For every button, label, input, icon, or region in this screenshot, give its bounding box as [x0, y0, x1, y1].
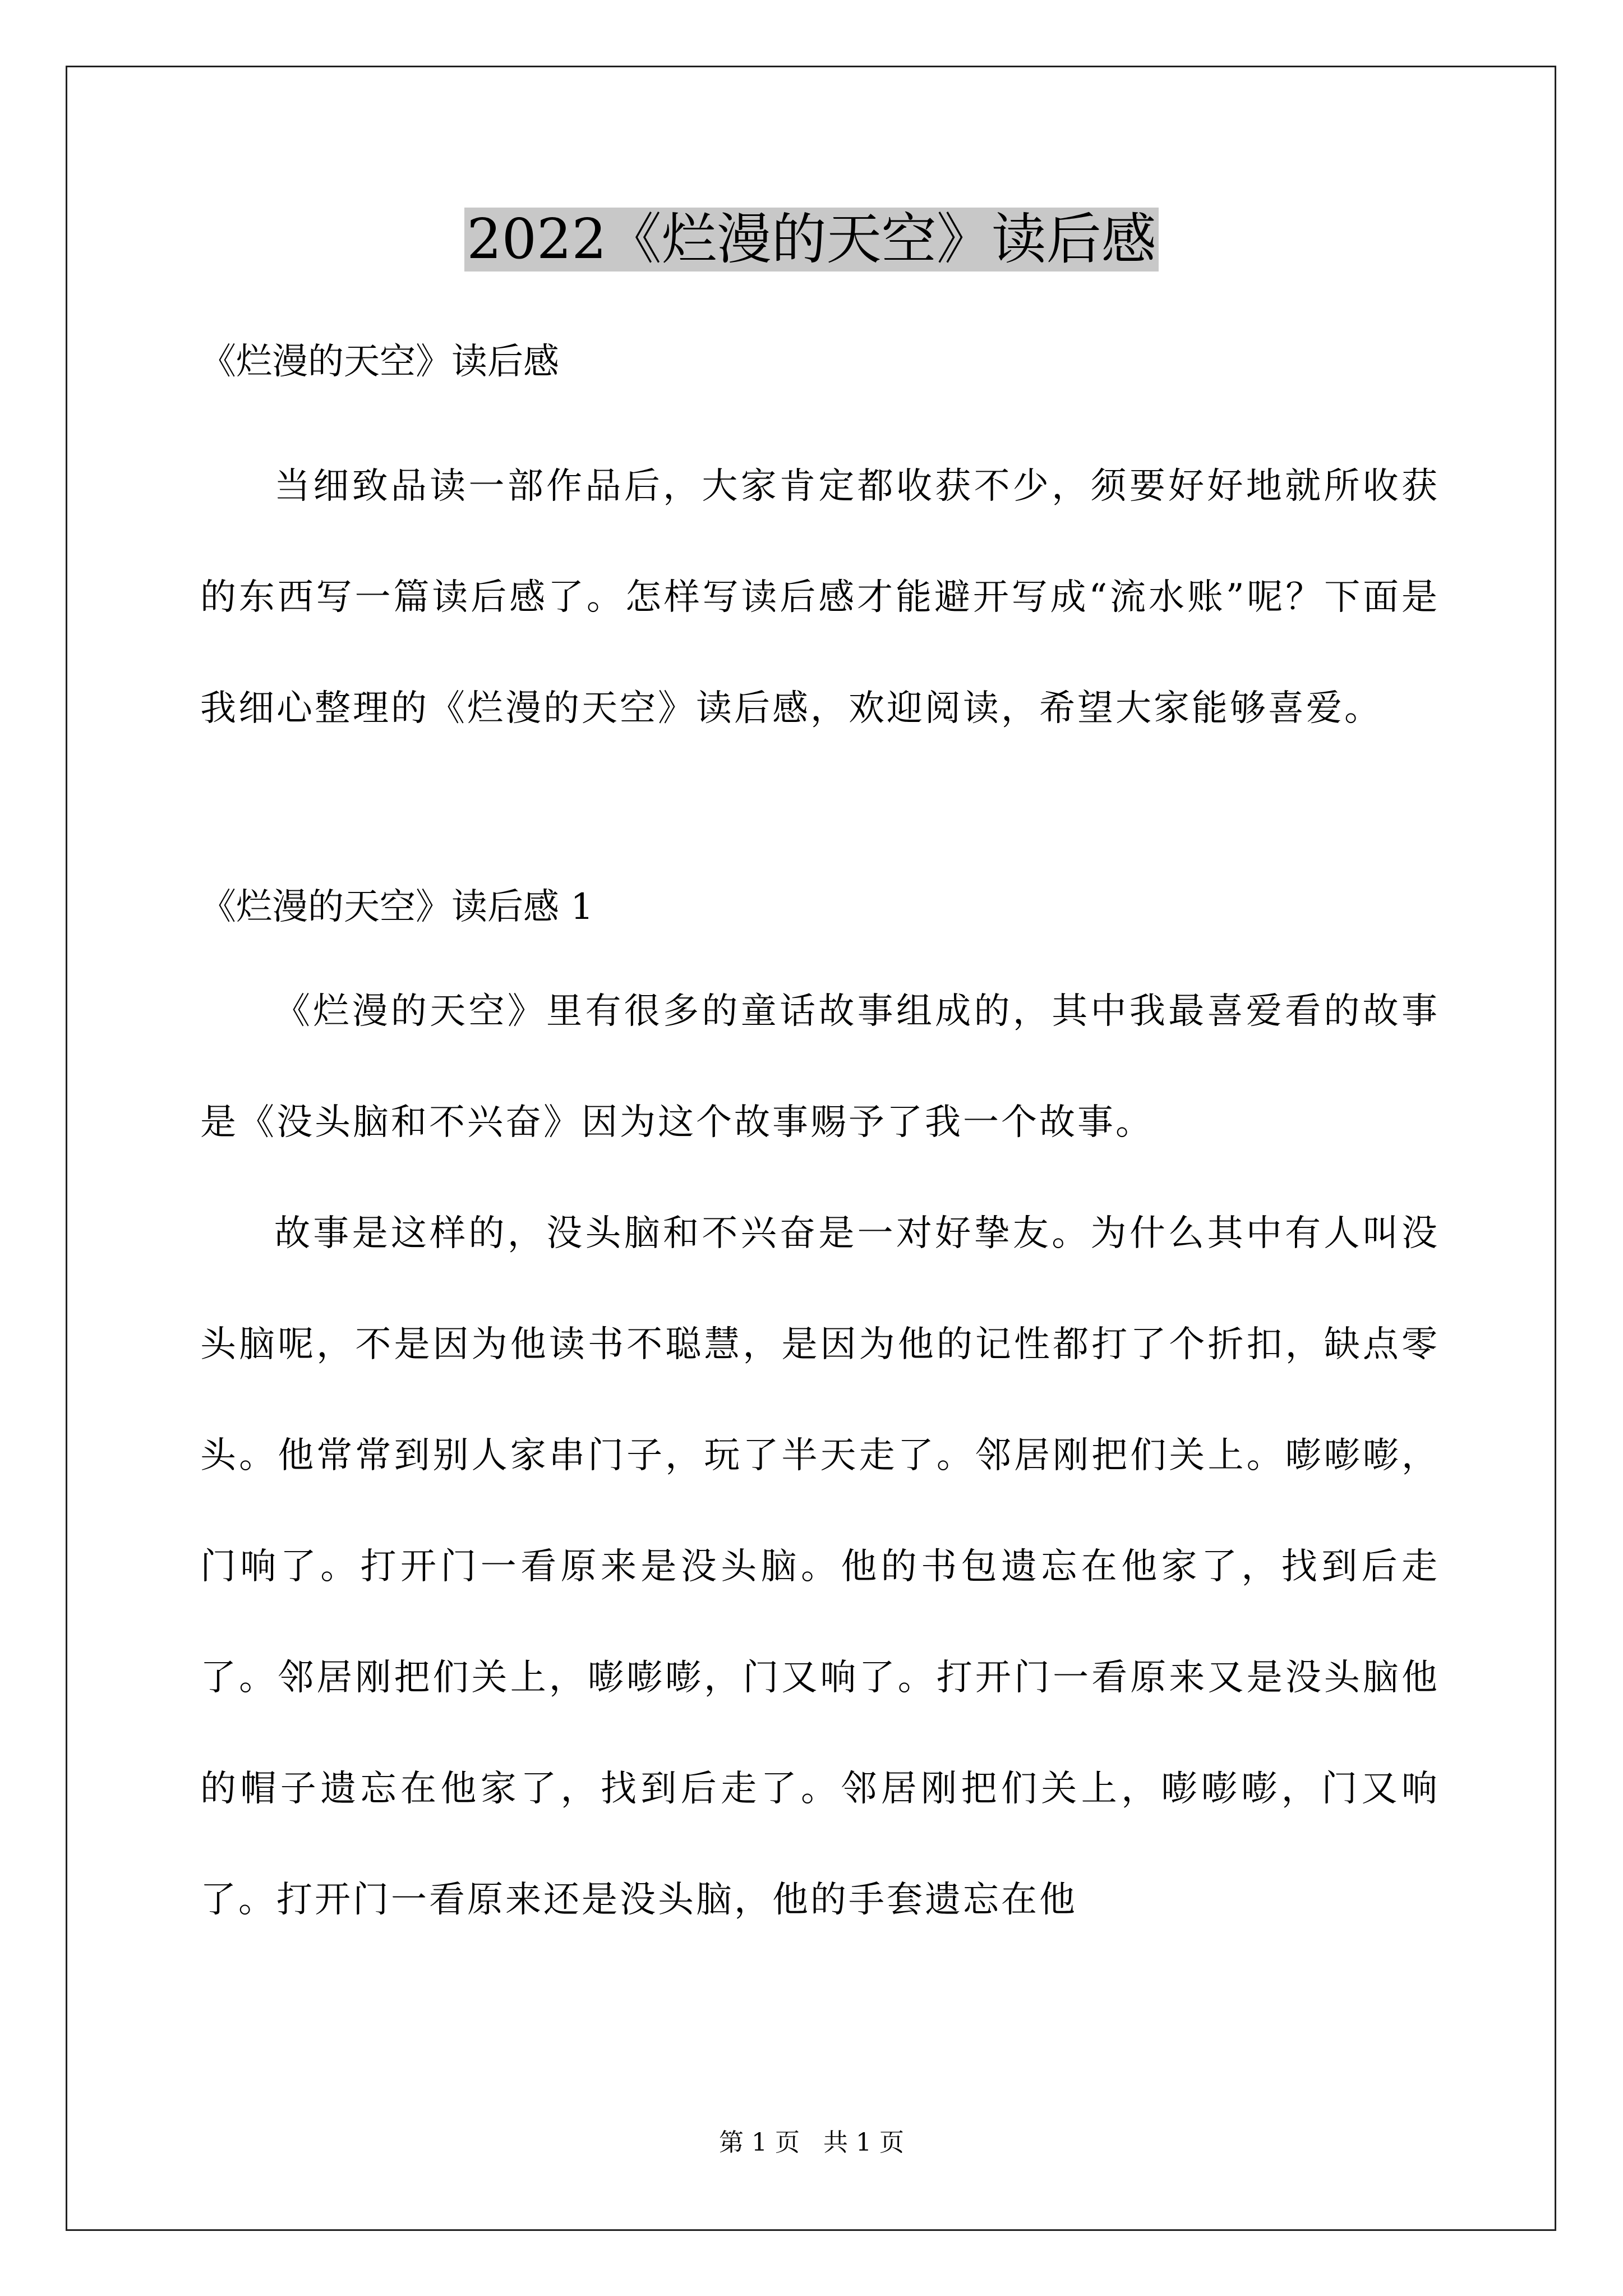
document-title	[0, 203, 1623, 276]
section-heading: 《烂漫的天空》读后感 1	[200, 886, 594, 928]
intro-heading: 《烂漫的天空》读后感	[200, 341, 559, 383]
intro-paragraph: 当细致品读一部作品后，大家肯定都收获不少，须要好好地就所收获的东西写一篇读后感了。怎样写读后感才能避开写成“流水账”呢？下面是我细心整理的《烂漫的天空》读后感，欢迎阅读，希望大家能够喜爱。	[200, 466, 1440, 729]
document-title-text: 2022《烂漫的天空》读后感	[464, 208, 1158, 272]
document-body	[200, 337, 1440, 1955]
body-paragraph-1: 《烂漫的天空》里有很多的童话故事组成的，其中我最喜爱看的故事是《没头脑和不兴奋》因为这个故事赐予了我一个故事。	[200, 991, 1440, 1143]
page-footer: 第 1 页 共 1 页	[719, 2128, 904, 2157]
body-paragraph-2: 故事是这样的，没头脑和不兴奋是一对好挚友。为什么其中有人叫没头脑呢，不是因为他读书不聪慧，是因为他的记性都打了个折扣，缺点零头。他常常到别人家串门子，玩了半天走了。邻居刚把们关上。嘭嘭嘭，门响了。打开门一看原来是没头脑。他的书包遗忘在他家了，找到后走了。邻居刚把们关上，嘭嘭嘭，门又响了。打开门一看原来又是没头脑他的帽子遗忘在他家了，找到后走了。邻居刚把们关上，嘭嘭嘭，门又响了。打开门一看原来还是没头脑，他的手套遗忘在他	[200, 1213, 1440, 1921]
